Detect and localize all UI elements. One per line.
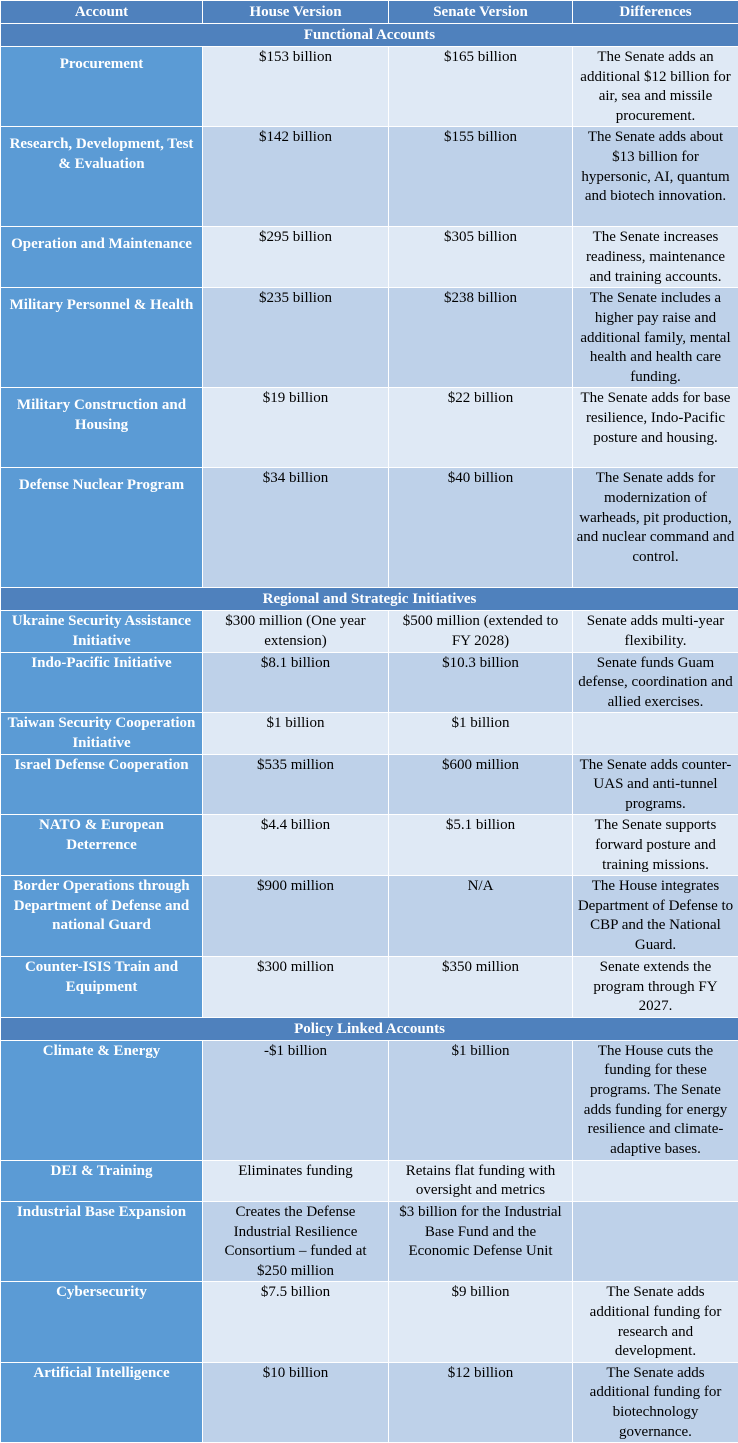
table-row (1, 1282, 738, 1362)
table-row (1, 288, 738, 388)
senate-cell: $1 billion (389, 1040, 573, 1160)
differences-cell: The Senate adds counter-UAS and anti-tunnel programs. (573, 754, 738, 815)
account-cell: Israel Defense Cooperation (1, 754, 203, 815)
header-house-version: House Version (203, 1, 389, 24)
house-cell: $142 billion (203, 127, 389, 227)
header-differences: Differences (573, 1, 738, 24)
differences-cell: The Senate adds about $13 billion for hypersonic, AI, quantum and biotech innovation. (573, 127, 738, 227)
senate-cell: $5.1 billion (389, 815, 573, 876)
senate-cell: $12 billion (389, 1362, 573, 1442)
account-cell: Military Construction and Housing (1, 388, 203, 468)
table-row (1, 1040, 738, 1160)
differences-cell: The Senate adds additional funding for research and development. (573, 1282, 738, 1362)
account-cell: Defense Nuclear Program (1, 468, 203, 588)
account-cell: Counter-ISIS Train and Equipment (1, 957, 203, 1018)
differences-cell: The Senate adds additional funding for biotechnology governance. (573, 1362, 738, 1442)
house-cell: $7.5 billion (203, 1282, 389, 1362)
table-row (1, 957, 738, 1018)
senate-cell: $600 million (389, 754, 573, 815)
senate-cell: $165 billion (389, 47, 573, 127)
differences-cell (573, 1202, 738, 1282)
account-cell: Military Personnel & Health (1, 288, 203, 388)
differences-cell: Senate funds Guam defense, coordination and allied exercises. (573, 652, 738, 713)
table-row (1, 1202, 738, 1282)
senate-cell: $9 billion (389, 1282, 573, 1362)
senate-cell: $305 billion (389, 227, 573, 288)
differences-cell: The Senate supports forward posture and training missions. (573, 815, 738, 876)
senate-cell: $500 million (extended to FY 2028) (389, 611, 573, 652)
senate-cell: $22 billion (389, 388, 573, 468)
differences-cell (573, 1160, 738, 1201)
account-cell: DEI & Training (1, 1160, 203, 1201)
senate-cell: N/A (389, 876, 573, 957)
senate-cell: $40 billion (389, 468, 573, 588)
house-cell: $34 billion (203, 468, 389, 588)
account-cell: Procurement (1, 47, 203, 127)
account-cell: Research, Development, Test & Evaluation (1, 127, 203, 227)
table-row (1, 468, 738, 588)
house-cell: $300 million (One year extension) (203, 611, 389, 652)
section-row-functional-accounts (1, 24, 738, 47)
differences-cell: The House integrates Department of Defense to CBP and the National Guard. (573, 876, 738, 957)
differences-cell: The Senate includes a higher pay raise and additional family, mental health and health care funding. (573, 288, 738, 388)
senate-cell: $3 billion for the Industrial Base Fund and the Economic Defense Unit (389, 1202, 573, 1282)
differences-cell: Senate extends the program through FY 2027. (573, 957, 738, 1018)
account-cell: Climate & Energy (1, 1040, 203, 1160)
differences-cell (573, 713, 738, 754)
table-row (1, 1362, 738, 1442)
header-account: Account (1, 1, 203, 24)
house-cell: $19 billion (203, 388, 389, 468)
table-row (1, 876, 738, 957)
house-cell: $535 million (203, 754, 389, 815)
house-cell: $153 billion (203, 47, 389, 127)
section-row-policy-linked (1, 1017, 738, 1040)
header-row (1, 1, 738, 24)
house-cell: $900 million (203, 876, 389, 957)
senate-cell: $1 billion (389, 713, 573, 754)
table-row (1, 754, 738, 815)
section-title: Regional and Strategic Initiatives (1, 588, 738, 611)
differences-cell: Senate adds multi-year flexibility. (573, 611, 738, 652)
house-cell: $8.1 billion (203, 652, 389, 713)
table-row (1, 713, 738, 754)
house-cell: $295 billion (203, 227, 389, 288)
house-cell: $1 billion (203, 713, 389, 754)
account-cell: Industrial Base Expansion (1, 1202, 203, 1282)
differences-cell: The Senate increases readiness, maintenance and training accounts. (573, 227, 738, 288)
account-cell: Taiwan Security Cooperation Initiative (1, 713, 203, 754)
house-cell: $300 million (203, 957, 389, 1018)
table-row (1, 652, 738, 713)
senate-cell: $350 million (389, 957, 573, 1018)
differences-cell: The Senate adds an additional $12 billion for air, sea and missile procurement. (573, 47, 738, 127)
house-cell: $10 billion (203, 1362, 389, 1442)
table-row (1, 1160, 738, 1201)
table-row (1, 227, 738, 288)
table-row (1, 127, 738, 227)
senate-cell: $155 billion (389, 127, 573, 227)
section-title: Policy Linked Accounts (1, 1017, 738, 1040)
house-cell: -$1 billion (203, 1040, 389, 1160)
section-row-regional-strategic (1, 588, 738, 611)
account-cell: Cybersecurity (1, 1282, 203, 1362)
table-row (1, 815, 738, 876)
house-cell: Creates the Defense Industrial Resilience Consortium – funded at $250 million (203, 1202, 389, 1282)
house-cell: $4.4 billion (203, 815, 389, 876)
account-cell: Ukraine Security Assistance Initiative (1, 611, 203, 652)
account-cell: NATO & European Deterrence (1, 815, 203, 876)
house-cell: $235 billion (203, 288, 389, 388)
differences-cell: The Senate adds for base resilience, Indo-Pacific posture and housing. (573, 388, 738, 468)
account-cell: Operation and Maintenance (1, 227, 203, 288)
senate-cell: Retains flat funding with oversight and metrics (389, 1160, 573, 1201)
differences-cell: The Senate adds for modernization of warheads, pit production, and nuclear command and control. (573, 468, 738, 588)
account-cell: Indo-Pacific Initiative (1, 652, 203, 713)
table-row (1, 388, 738, 468)
table-row (1, 611, 738, 652)
senate-cell: $238 billion (389, 288, 573, 388)
senate-cell: $10.3 billion (389, 652, 573, 713)
account-cell: Artificial Intelligence (1, 1362, 203, 1442)
account-cell: Border Operations through Department of Defense and national Guard (1, 876, 203, 957)
section-title: Functional Accounts (1, 24, 738, 47)
header-senate-version: Senate Version (389, 1, 573, 24)
table-row (1, 47, 738, 127)
differences-cell: The House cuts the funding for these programs. The Senate adds funding for energy resilience and climate-adaptive bases. (573, 1040, 738, 1160)
house-cell: Eliminates funding (203, 1160, 389, 1201)
